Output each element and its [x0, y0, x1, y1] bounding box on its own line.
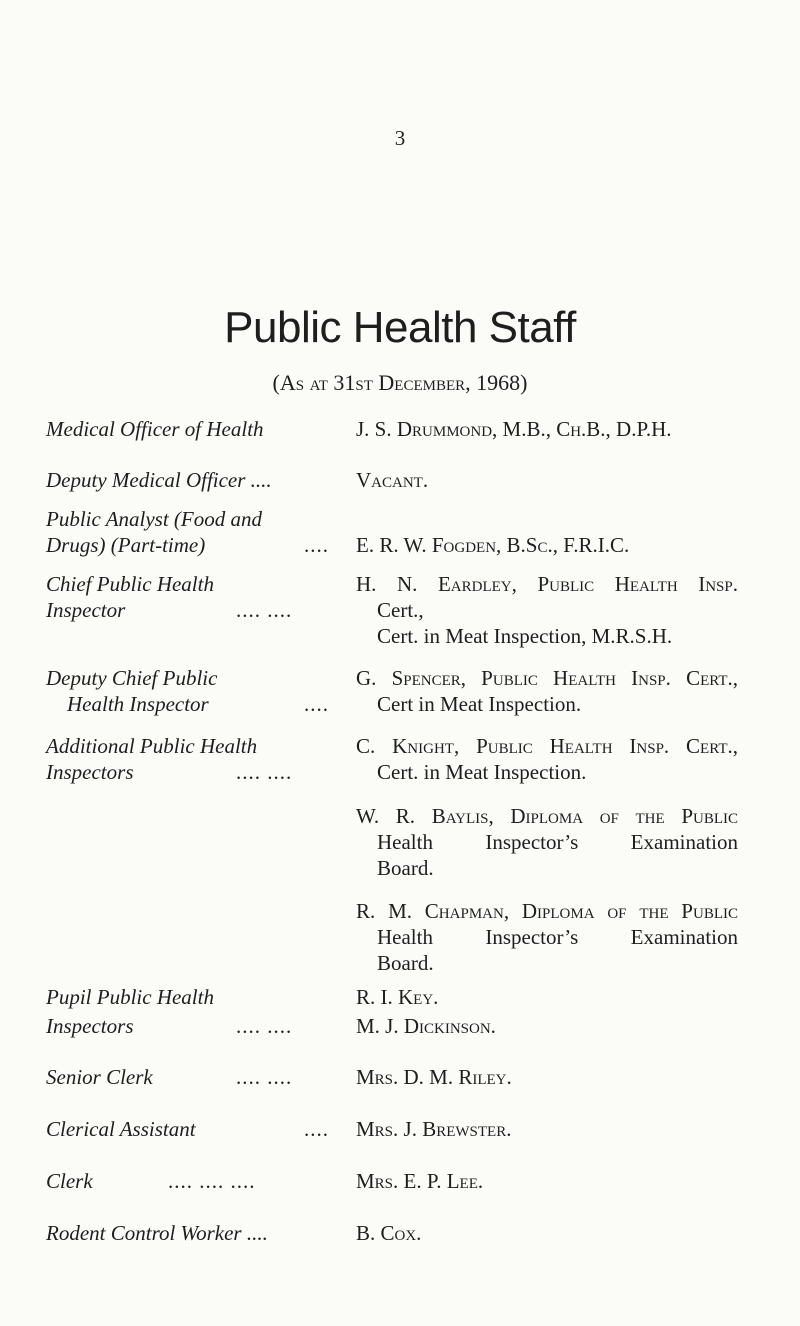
name-public-analyst: E. R. W. Fogden, B.Sc., F.R.I.C. [356, 533, 630, 557]
name-line: R. I. Key. [356, 985, 439, 1009]
page-number: 3 [394, 126, 406, 150]
role-senior-clerk [46, 1064, 316, 1090]
role-chief-phi [46, 571, 316, 623]
role-deputy-chief-phi [46, 665, 329, 717]
name-additional-phi-chapman [356, 898, 738, 976]
role-clerical-assistant [46, 1116, 329, 1142]
name-line: Health Inspector’s Examination [377, 925, 738, 949]
role-line-with-dots [46, 1012, 316, 1041]
name-clerical-assistant: Mrs. J. Brewster. [356, 1117, 512, 1141]
page-subtitle: (As at 31st December, 1968) [272, 370, 528, 395]
role-line-with-dots [46, 691, 329, 717]
name-line: R. M. Chapman, Diploma of the Public [356, 899, 738, 923]
leader-dots: .... [304, 692, 329, 716]
name-line: C. Knight, Public Health Insp. Cert., [356, 734, 738, 758]
role-line: Clerical Assistant [46, 1117, 196, 1141]
name-additional-phi-baylis [356, 803, 738, 881]
role-line: Inspectors [46, 760, 134, 784]
name-rodent-control-worker: B. Cox. [356, 1221, 422, 1245]
name-senior-clerk: Mrs. D. M. Riley. [356, 1065, 512, 1089]
role-line: Inspectors [46, 1014, 134, 1038]
role-medical-officer: Medical Officer of Health [46, 417, 264, 441]
name-line: Board. [377, 951, 434, 975]
role-line-with-dots [46, 597, 316, 623]
role-public-analyst [46, 506, 329, 558]
leader-dots: .... .... [236, 1065, 293, 1089]
name-line: Cert., [377, 598, 424, 622]
leader-dots: .... .... .... [168, 1169, 256, 1193]
name-line: Cert. in Meat Inspection. [377, 760, 587, 784]
role-line: Clerk [46, 1169, 93, 1193]
name-deputy-medical-officer: Vacant. [356, 468, 429, 492]
role-pupil-phi [46, 983, 316, 1041]
role-line: Inspector [46, 598, 126, 622]
name-chief-phi [356, 571, 738, 649]
name-additional-phi-knight [356, 733, 738, 785]
leader-dots: .... .... [236, 598, 293, 622]
name-clerk: Mrs. E. P. Lee. [356, 1169, 484, 1193]
role-line: Public Analyst (Food and [46, 507, 262, 531]
leader-dots: .... .... [236, 760, 293, 784]
page-title: Public Health Staff [224, 303, 576, 352]
name-deputy-chief-phi [356, 665, 738, 717]
role-line: Deputy Chief Public [46, 666, 218, 690]
role-line: Health Inspector [67, 692, 209, 716]
role-deputy-medical-officer: Deputy Medical Officer .... [46, 468, 272, 492]
role-clerk [46, 1168, 316, 1194]
name-line: Cert in Meat Inspection. [377, 692, 582, 716]
role-line: Additional Public Health [46, 734, 258, 758]
name-line: Health Inspector’s Examination [377, 830, 738, 854]
name-medical-officer: J. S. Drummond, M.B., Ch.B., D.P.H. [356, 417, 672, 441]
role-line-with-dots [46, 532, 329, 558]
role-line-with-dots [46, 759, 316, 785]
role-line: Drugs) (Part-time) [46, 533, 206, 557]
role-line: Chief Public Health [46, 572, 214, 596]
role-line: Pupil Public Health [46, 985, 214, 1009]
name-line: W. R. Baylis, Diploma of the Public [356, 804, 738, 828]
leader-dots: .... [304, 1117, 329, 1141]
name-line: Board. [377, 856, 434, 880]
name-line: G. Spencer, Public Health Insp. Cert., [356, 666, 738, 690]
role-rodent-control-worker: Rodent Control Worker .... [46, 1221, 268, 1245]
role-additional-phi [46, 733, 316, 785]
name-pupil-phi [356, 983, 738, 1041]
name-line: Cert. in Meat Inspection, M.R.S.H. [377, 624, 673, 648]
leader-dots: .... .... [236, 1014, 293, 1038]
name-line: H. N. Eardley, Public Health Insp. [356, 572, 738, 596]
leader-dots: .... [304, 533, 329, 557]
name-line: M. J. Dickinson. [356, 1014, 496, 1038]
role-line: Senior Clerk [46, 1065, 153, 1089]
